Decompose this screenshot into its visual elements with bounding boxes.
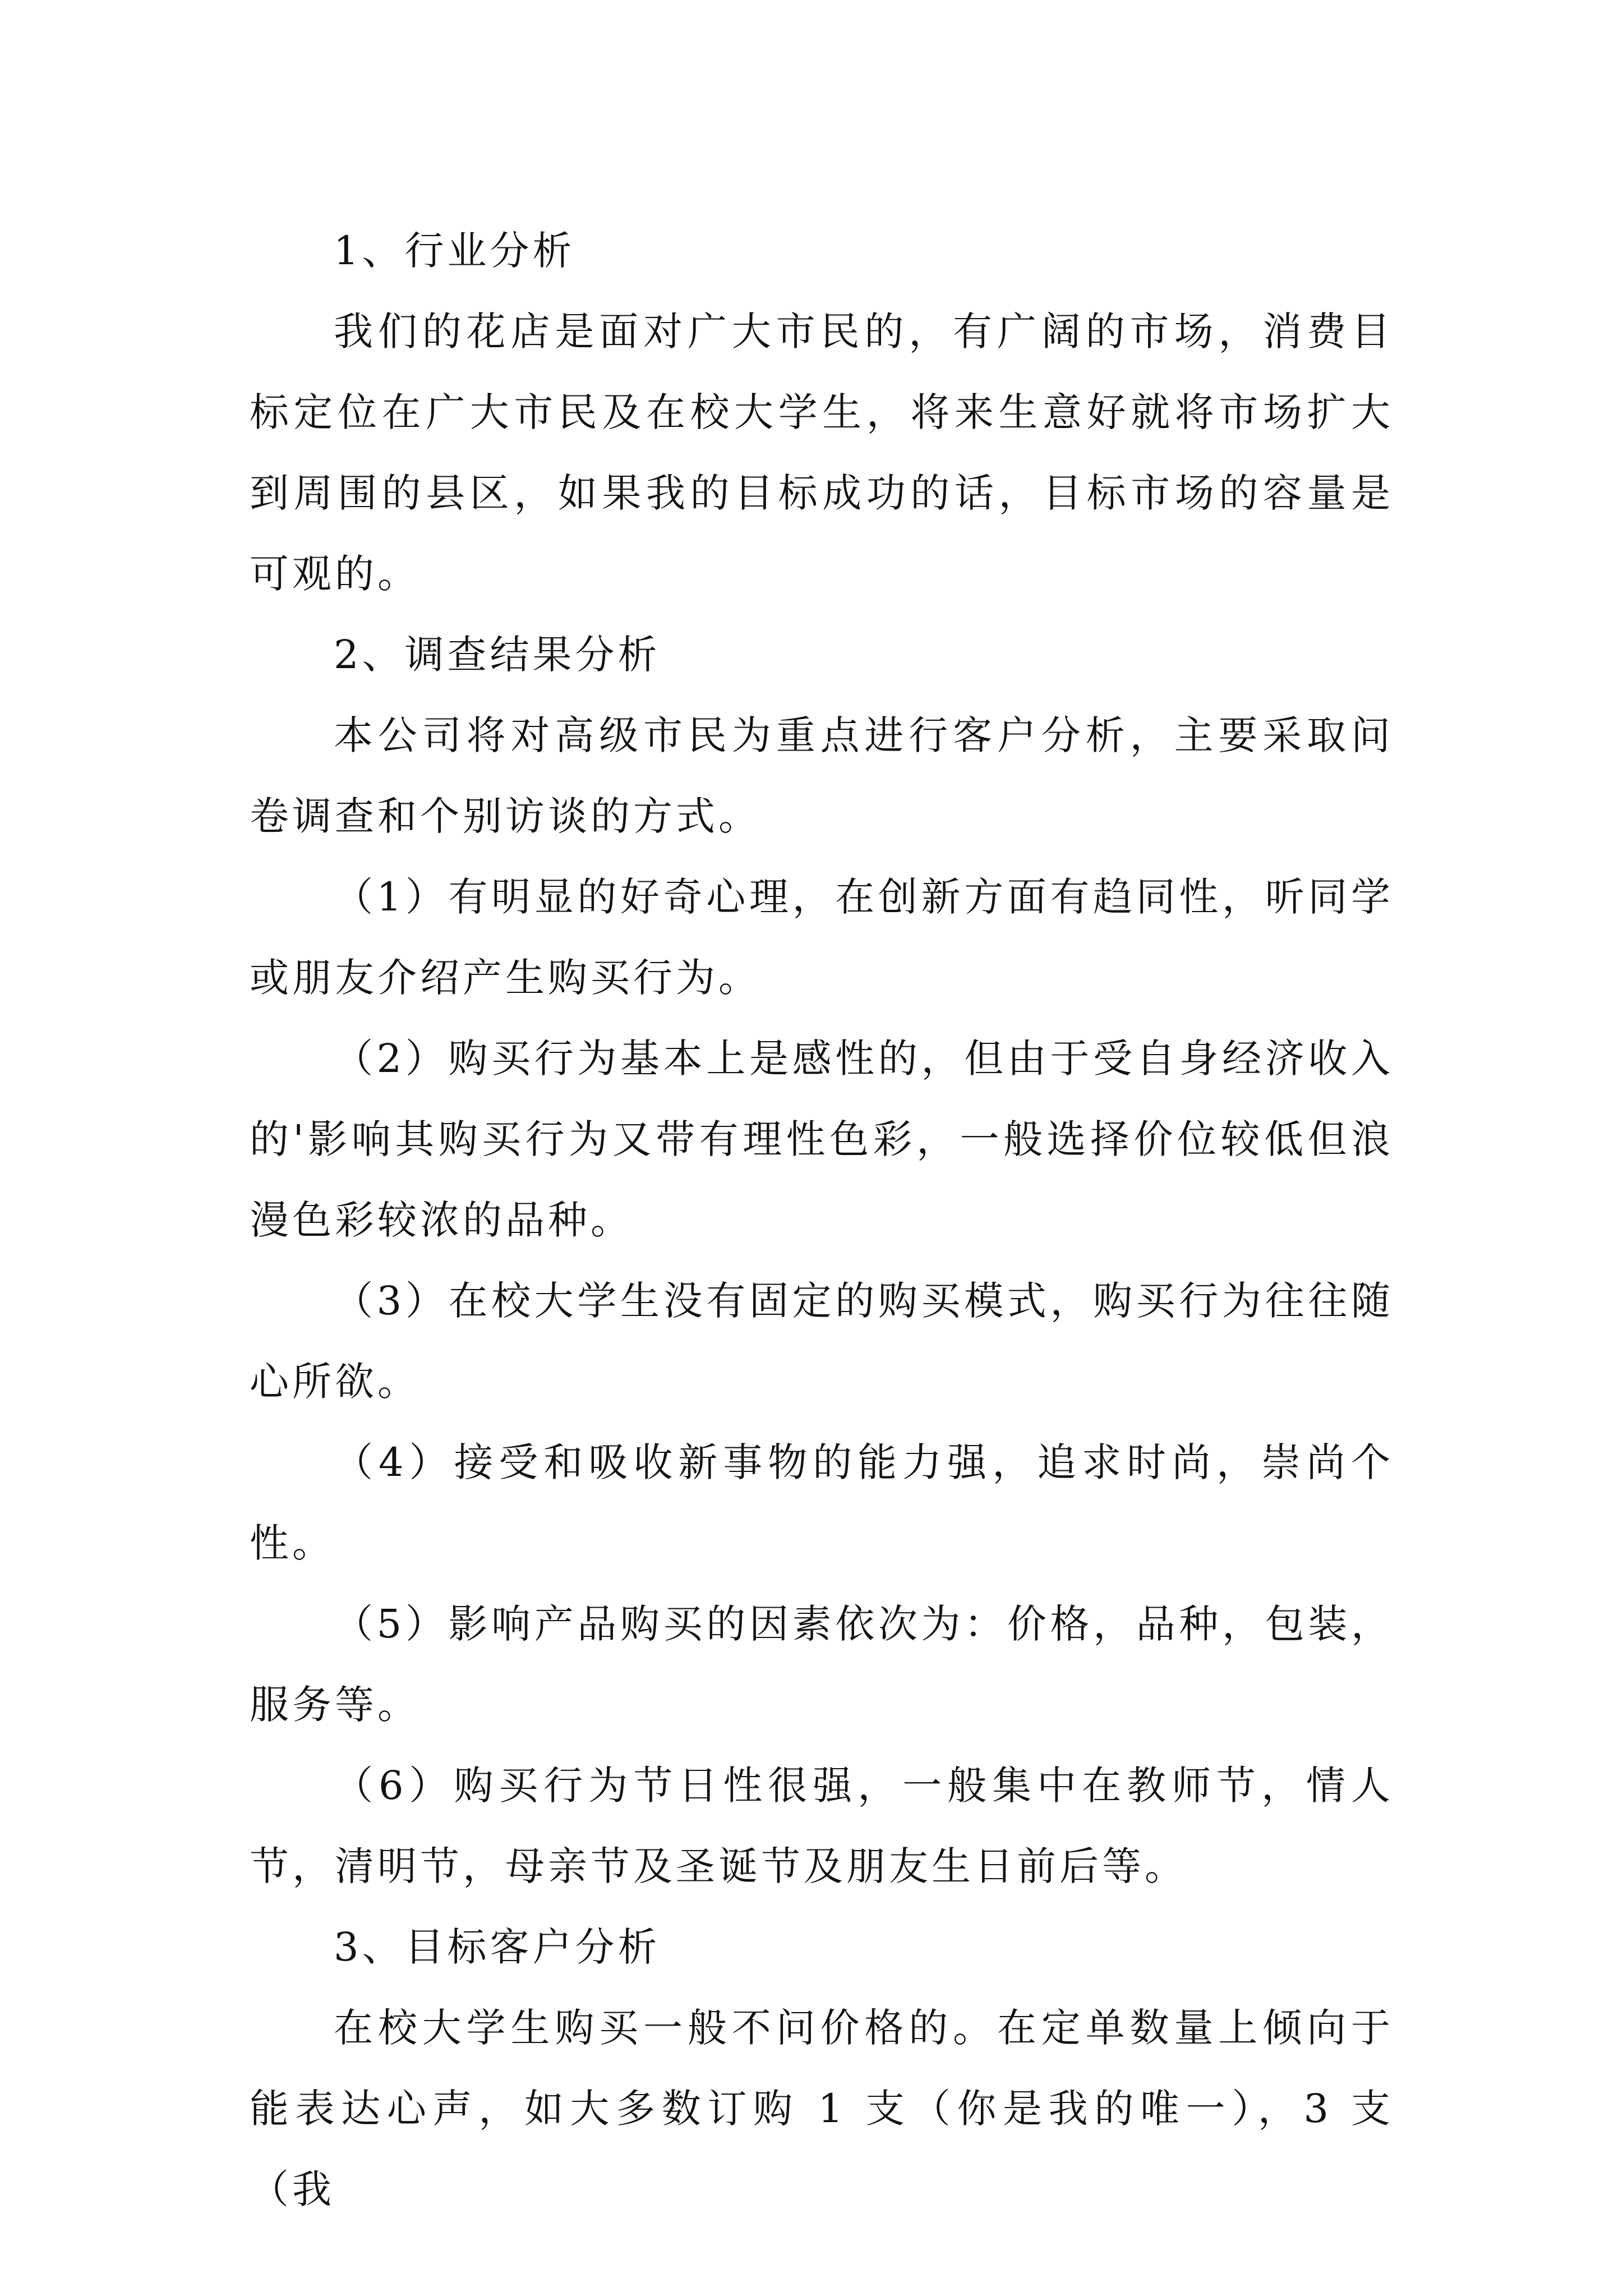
- list-item-no-fixed-pattern: （3）在校大学生没有固定的购买模式，购买行为往往随心所欲。: [250, 1278, 1394, 1405]
- list-item-purchase-factors: （5）影响产品购买的因素依次为：价格，品种，包装，服务等。: [250, 1601, 1394, 1728]
- list-item-new-things: （4）接受和吸收新事物的能力强，追求时尚，崇尚个性。: [250, 1439, 1394, 1566]
- section-heading-survey-results: 2、调查结果分析: [334, 632, 661, 678]
- list-item-curiosity: （1）有明显的好奇心理，在创新方面有趋同性，听同学或朋友介绍产生购买行为。: [250, 874, 1394, 1001]
- paragraph-market-overview: 我们的花店是面对广大市民的，有广阔的市场，消费目标定位在广大市民及在校大学生，将来生意好就将市场扩大到周围的县区，如果我的目标成功的话，目标市场的容量是可观的。: [250, 309, 1394, 597]
- section-heading-industry-analysis: 1、行业分析: [334, 228, 575, 274]
- paragraph-survey-method: 本公司将对高级市民为重点进行客户分析，主要采取问卷调查和个别访谈的方式。: [250, 712, 1394, 839]
- paragraph-target-customers: 在校大学生购买一般不问价格的。在定单数量上倾向于能表达心声，如大多数订购 1 支（你是我的唯一），3 支（我: [250, 2005, 1394, 2212]
- section-heading-target-customers: 3、目标客户分析: [334, 1924, 661, 1970]
- list-item-holiday-buying: （6）购买行为节日性很强，一般集中在教师节，情人节，清明节，母亲节及圣诞节及朋友生日前后等。: [250, 1763, 1394, 1889]
- document-body: [250, 210, 1394, 2230]
- list-item-emotional-buying: （2）购买行为基本上是感性的，但由于受自身经济收入的'影响其购买行为又带有理性色彩，一般选择价位较低但浪漫色彩较浓的品种。: [250, 1036, 1394, 1243]
